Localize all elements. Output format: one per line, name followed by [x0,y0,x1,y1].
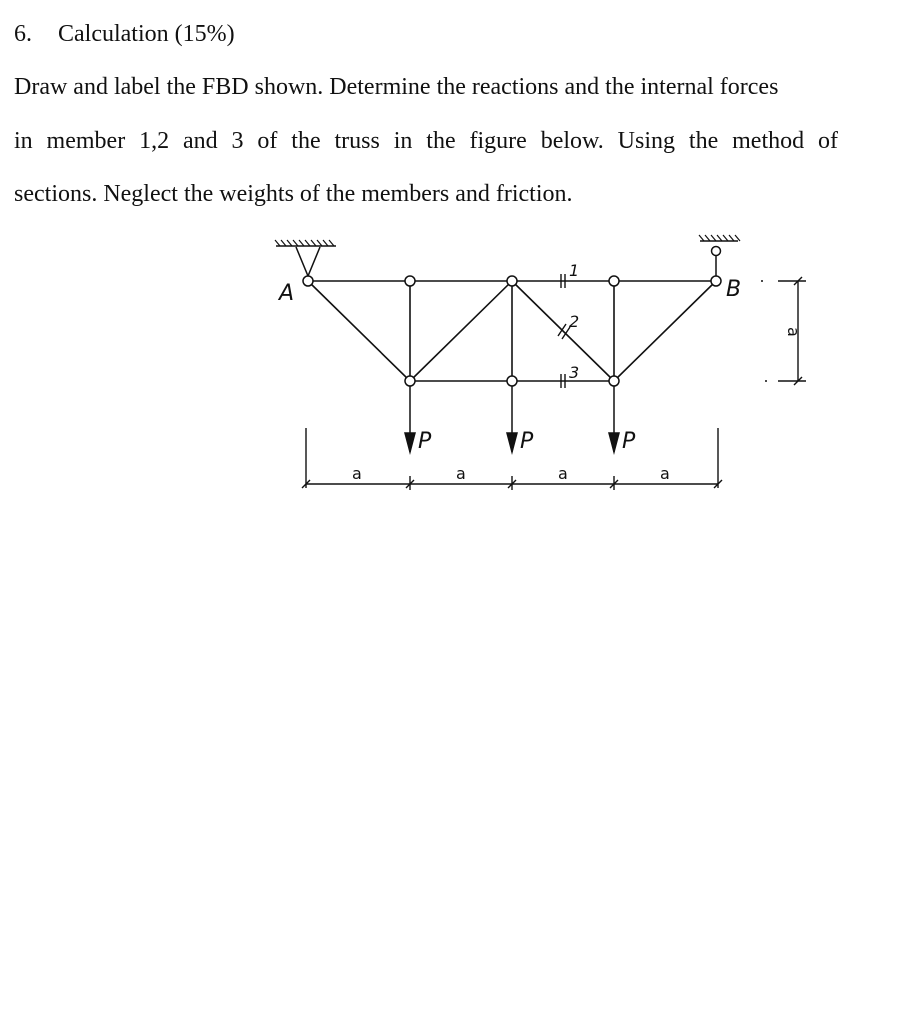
load-arrows [405,386,619,452]
question-number: 6. [14,21,32,47]
joint-top-3 [609,276,619,286]
span-label-2: a [456,464,466,483]
end-diagonal-left [308,281,410,381]
joint-bottom-2 [507,376,517,386]
roller-support-b [699,235,740,276]
load-label-3: P [622,429,636,454]
joint-top-2 [507,276,517,286]
member-2-label: 2 [569,312,580,331]
joint-a [303,276,313,286]
span-label-4: a [660,464,670,483]
joint-bottom-1 [405,376,415,386]
load-label-2: P [520,429,534,454]
question-text-line-1: Draw and label the FBD shown. Determine the reactions and the internal forces [14,74,779,100]
load-label-1: P [418,429,432,454]
joint-top-1 [405,276,415,286]
member-3-label: 3 [569,363,580,382]
question-title: Calculation (15%) [58,21,235,47]
support-a-label: A [279,281,295,306]
joint-bottom-3 [609,376,619,386]
joint-b [711,276,721,286]
support-b-label: B [726,277,742,302]
pin-support-a [275,240,336,276]
member-1-label: 1 [569,261,580,280]
height-label: a [784,327,803,337]
question-text-line-2: in member 1,2 and 3 of the truss in the figure below. Using the method of [14,128,838,154]
end-diagonal-right [614,281,716,381]
span-label-1: a [352,464,362,483]
member-2-diagonal [512,281,614,381]
diagonal-left-inner [410,281,512,381]
question-text-line-3: sections. Neglect the weights of the members and friction. [14,181,573,207]
span-label-3: a [558,464,568,483]
